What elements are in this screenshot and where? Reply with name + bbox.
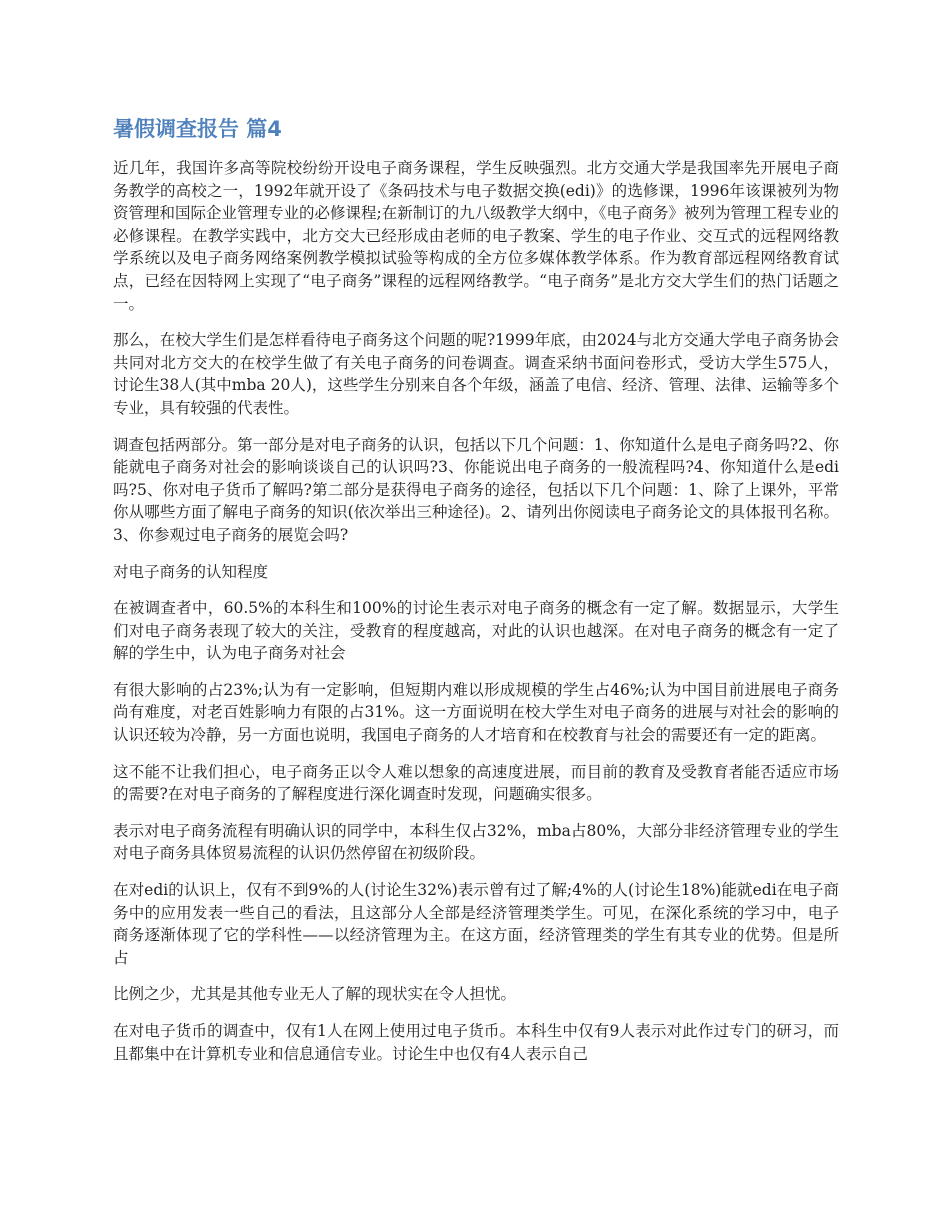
document-title: 暑假调查报告 篇4 (113, 117, 282, 141)
paragraph-process-awareness: 表示对电子商务流程有明确认识的同学中，本科生仅占32%，mba占80%，大部分非经济管理专业的学生对电子商务具体贸易流程的认识仍然停留在初级阶段。 (113, 821, 839, 863)
paragraph-edi-concern: 比例之少，尤其是其他专业无人了解的现状实在令人担忧。 (113, 985, 517, 1004)
paragraph-intro: 近几年，我国许多高等院校纷纷开设电子商务课程，学生反映强烈。北方交通大学是我国率先开展电子商务教学的高校之一，1992年就开设了《条码技术与电子数据交换(edi)》的选修课，1996年该课被列为物资管理和国际企业管理专业的必修课程;在新制订的九八级教学大纲中，《电子商务》被列为管理工程专业的必修课程。在教学实践中，北方交大已经形成由老师的电子教案、学生的电子作业、交互式的远程网络教学系统以及电子商务网络案例教学模拟试验等构成的全方位多媒体教学体系。作为教育部远程网络教育试点，已经在因特网上实现了“电子商务”课程的远程网络教学。“电子商务”是北方交大学生们的热门话题之一。 (113, 159, 839, 313)
paragraph-survey-method: 那么，在校大学生们是怎样看待电子商务这个问题的呢?1999年底，由2024与北方交通大学电子商务协会共同对北方交大的在校学生做了有关电子商务的问卷调查。调查采纳书面问卷形式，受访大学生575人，讨论生38人(其中mba 20人)，这些学生分别来自各个年级，涵盖了电信、经济、管理、法律、运输等多个专业，具有较强的代表性。 (113, 331, 839, 417)
paragraph-concern: 这不能不让我们担心，电子商务正以令人难以想象的高速度进展，而目前的教育及受教育者能否适应市场的需要?在对电子商务的了解程度进行深化调查时发现，问题确实很多。 (113, 762, 839, 804)
paragraph-awareness-stats: 在被调查者中，60.5%的本科生和100%的讨论生表示对电子商务的概念有一定了解。数据显示，大学生们对电子商务表现了较大的关注，受教育的程度越高，对此的认识也越深。在对电子商务的概念有一定了解的学生中，认为电子商务对社会 (113, 599, 839, 663)
document-page (113, 113, 839, 1079)
paragraph-survey-contents: 调查包括两部分。第一部分是对电子商务的认识，包括以下几个问题：1、你知道什么是电子商务吗?2、你能就电子商务对社会的影响谈谈自己的认识吗?3、你能说出电子商务的一般流程吗?4、你知道什么是edi吗?5、你对电子货币了解吗?第二部分是获得电子商务的途径，包括以下几个问题：1、除了上课外，平常你从哪些方面了解电子商务的知识(依次举出三种途径)。2、请列出你阅读电子商务论文的具体报刊名称。3、你参观过电子商务的展览会吗? (113, 435, 839, 544)
paragraph-edi-awareness: 在对edi的认识上，仅有不到9%的人(讨论生32%)表示曾有过了解;4%的人(讨论生18%)能就edi在电子商务中的应用发表一些自己的看法，且这部分人全部是经济管理类学生。可见，在深化系统的学习中，电子商务逐渐体现了它的学科性——以经济管理为主。在这方面，经济管理类的学生有其专业的优势。但是所占 (113, 881, 839, 967)
paragraph-impact-stats: 有很大影响的占23%;认为有一定影响，但短期内难以形成规模的学生占46%;认为中国目前进展电子商务尚有难度，对老百姓影响力有限的占31%。这一方面说明在校大学生对电子商务的进展与对社会的影响的认识还较为冷静，另一方面也说明，我国电子商务的人才培育和在校教育与社会的需要还有一定的距离。 (113, 680, 839, 745)
paragraph-e-money: 在对电子货币的调查中，仅有1人在网上使用过电子货币。本科生中仅有9人表示对此作过专门的研习，而且都集中在计算机专业和信息通信专业。讨论生中也仅有4人表示自己 (113, 1022, 839, 1063)
section-heading-awareness: 对电子商务的认知程度 (113, 562, 269, 581)
